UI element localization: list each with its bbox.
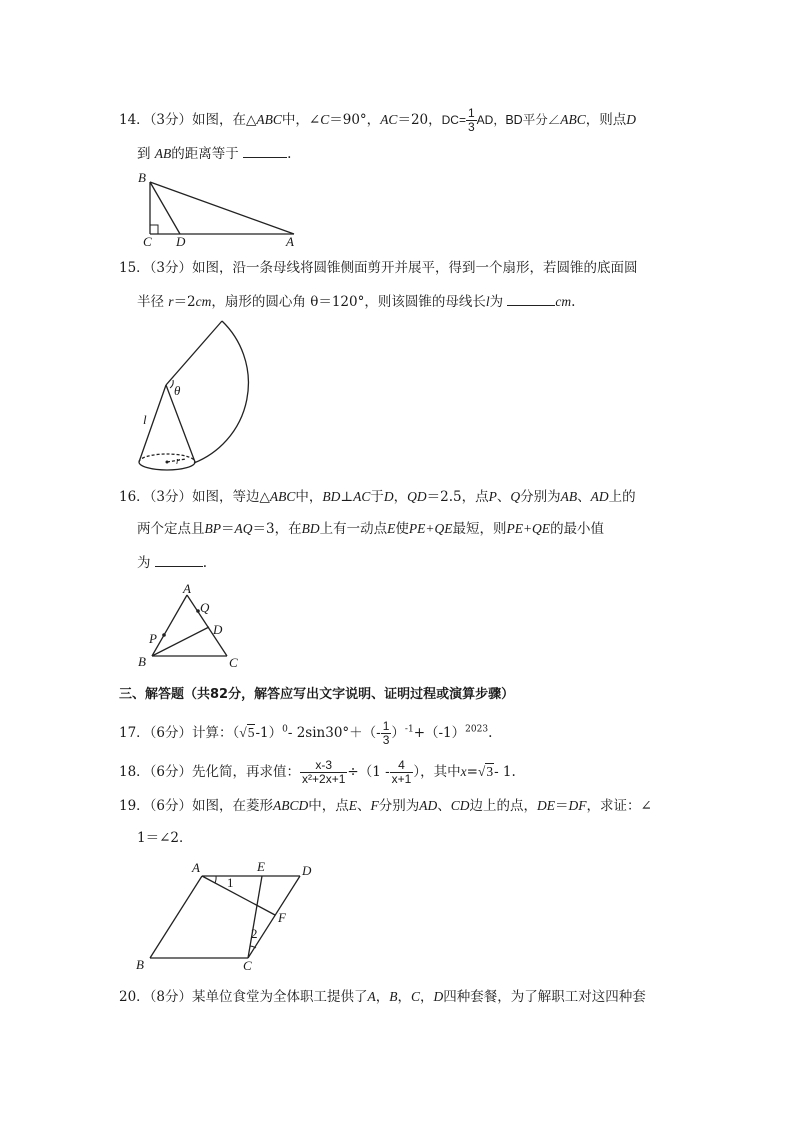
sector-arc: [194, 321, 248, 463]
label-theta: θ: [174, 383, 181, 398]
q16-figure: [135, 582, 255, 672]
q16-line1: 16．（3分）如图，等边△ABC中，BD⊥AC于D，QD＝2.5，点P、Q分别为AB、AD上的: [119, 489, 636, 505]
angle-1-arc: [215, 876, 216, 883]
fraction-one-third: $\frac{1}{3}$: [467, 106, 475, 134]
answer-blank[interactable]: [507, 291, 555, 306]
sqrt-3: √3: [477, 764, 494, 779]
q17-line: 17．（6分）计算：$(√5-1)^0-$ 2sin30°＋（- $\frac{1}{3}$ ）$^{-1}+(-1)^{2023}$.: [119, 719, 493, 747]
answer-blank[interactable]: [243, 143, 287, 158]
q16-line3: 为 .: [137, 552, 207, 572]
label-c: C: [143, 234, 152, 249]
q16-line2: 两个定点且BP＝AQ＝3，在BD上有一动点E使PE+QE最短，则PE+QE的最小值: [137, 521, 605, 537]
label-f: F: [278, 910, 286, 925]
point-p: [162, 633, 166, 637]
q15-line1: 15．（3分）如图，沿一条母线将圆锥侧面剪开并展平，得到一个扇形，若圆锥的底面圆: [119, 260, 638, 276]
sqrt-5: √5: [239, 725, 255, 740]
answer-blank[interactable]: [155, 552, 203, 567]
sector-radius-top: [166, 321, 222, 385]
label-c: C: [229, 655, 238, 670]
label-c: C: [243, 958, 252, 973]
base-center-dot: [166, 461, 169, 464]
label-p: P: [149, 631, 157, 646]
fraction-one-third: $\frac{1}{3}$: [382, 719, 390, 747]
label-angle-1: 1: [227, 875, 234, 890]
q20-line1: 20．（8分）某单位食堂为全体职工提供了A，B，C，D四种套餐，为了解职工对这四种套: [119, 989, 646, 1005]
q18-line: 18．（6分）先化简，再求值： $\frac{x-3}{\text{x²+2x+1}}$ ÷（1 - $\frac{4}{x+1}$ ），其中x=√3- 1.: [119, 758, 516, 786]
label-l: l: [143, 412, 147, 427]
label-b: B: [138, 170, 146, 185]
label-a: A: [286, 234, 294, 249]
q14-figure: [130, 170, 330, 249]
theta-arc: [170, 380, 173, 388]
q14-line1: 14．（3分）如图，在△ABC中，∠C＝90°，AC＝20，DC= $\frac{1}{3}$ AD，BD平分∠ABC，则点D: [119, 106, 636, 134]
label-d: D: [302, 863, 312, 878]
label-e: E: [257, 859, 265, 874]
segment-bd: [150, 182, 180, 234]
side-ab: [150, 876, 202, 958]
label-b: B: [138, 654, 146, 669]
side-cd: [248, 876, 300, 958]
dc-label: DC=: [441, 113, 466, 127]
fraction-expression-1: $\frac{x-3}{\text{x²+2x+1}}$: [302, 758, 346, 786]
q19-figure: [130, 858, 330, 973]
q15-line2: 半径 r＝2cm，扇形的圆心角 θ＝120°，则该圆锥的母线长l为 cm.: [137, 291, 575, 311]
label-b: B: [136, 957, 144, 972]
fraction-expression-2: $\frac{4}{x+1}$: [391, 758, 412, 786]
cone-right-generatrix: [166, 385, 195, 462]
segment-af: [202, 876, 275, 915]
label-q: Q: [200, 600, 210, 615]
segment-ba: [150, 182, 294, 234]
label-angle-2: 2: [251, 926, 258, 941]
q15-figure: [130, 318, 290, 478]
q19-line1: 19．（6分）如图，在菱形ABCD中，点E、F分别为AD、CD边上的点，DE＝DF，求证：∠: [119, 798, 652, 814]
q14-line2: 到 AB的距离等于 .: [137, 143, 291, 163]
label-d: D: [176, 234, 186, 249]
q19-line2: 1＝∠2．: [137, 830, 193, 846]
label-a: A: [183, 581, 191, 596]
label-r: r: [176, 456, 180, 467]
label-a: A: [192, 860, 200, 875]
label-d: D: [213, 622, 223, 637]
section-title: 三、解答题（共82分，解答应写出文字说明、证明过程或演算步骤）: [119, 687, 515, 702]
right-angle-mark: [150, 225, 158, 234]
